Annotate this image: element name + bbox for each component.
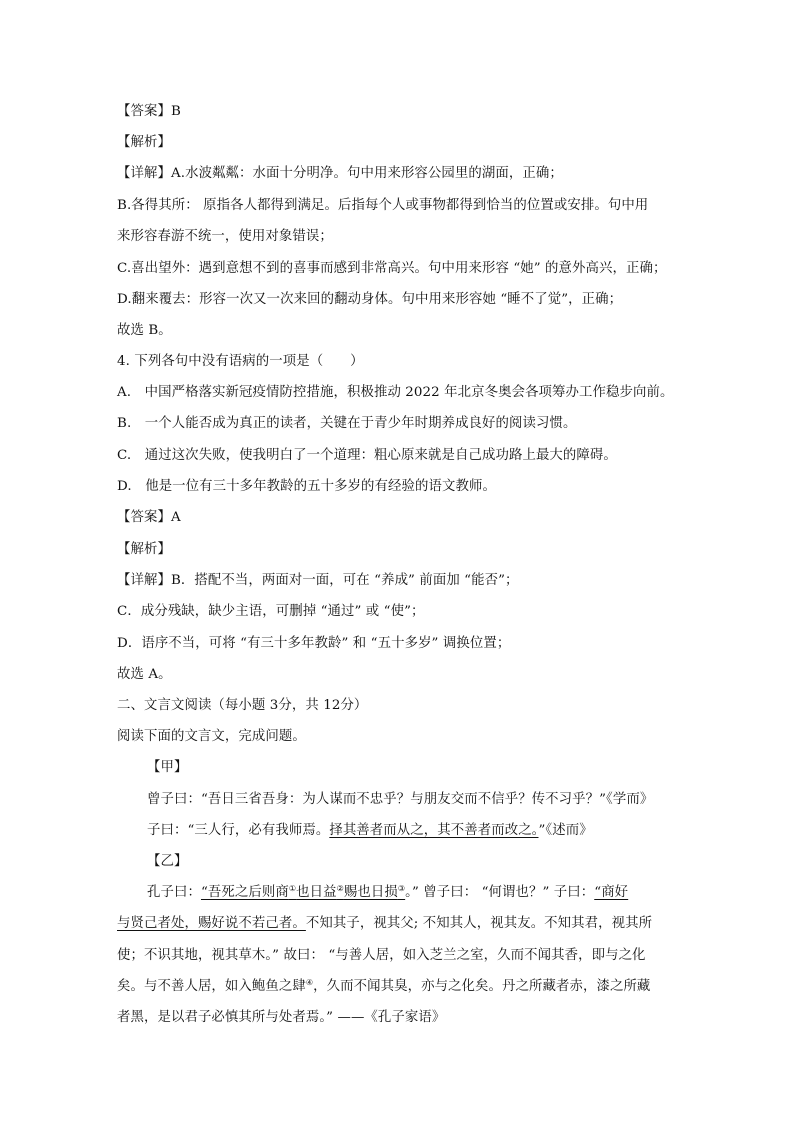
q4-option-c: C. 通过这次失败，使我明白了一个道理：粗心原来就是自己成功路上最大的障碍。 (117, 448, 617, 463)
q3-detail-d: D.翻来覆去：形容一次又一次来回的翻动身体。句中用来形容她 “睡不了觉”，正确； (117, 292, 623, 307)
q3-detail-b-line1: B.各得其所： 原指各人都得到满足。后指每个人或事物都得到恰当的位置或安排。句中用 (117, 198, 649, 213)
q4-detail-d: D．语序不当，可将 “有三十多年教龄” 和 “五十多岁” 调换位置； (117, 636, 511, 651)
q4-option-b: B. 一个人能否成为真正的读者，关键在于青少年时期养成良好的阅读习惯。 (117, 416, 577, 431)
underlined-sentence: 择其善者而从之，其不善者而改之。 (329, 823, 539, 838)
q3-detail-a: 【详解】A.水波粼粼：水面十分明净。句中用来形容公园里的湖面，正确； (117, 166, 563, 181)
q3-detail-b-line2: 来形容春游不统一，使用对象错误； (117, 229, 333, 244)
footnote-mark: ① (288, 884, 297, 893)
footnote-mark: ④ (305, 978, 314, 987)
q3-detail-c: C.喜出望外：遇到意想不到的喜事而感到非常高兴。句中用来形容 “她” 的意外高兴，正确； (117, 261, 667, 276)
q4-detail-c: C．成分残缺，缺少主语，可删掉 “通过” 或 “使”； (117, 604, 425, 619)
q3-conclusion: 故选 B。 (117, 323, 172, 338)
q4-analysis-label: 【解析】 (117, 542, 171, 557)
passage-jia-line1: 曾子曰：“吾日三省吾身：为人谋而不忠乎？与朋友交而不信乎？传不习乎？”《学而》 (147, 792, 654, 807)
q4-stem: 4. 下列各句中没有语病的一项是（ ） (117, 354, 364, 369)
q4-option-a: A. 中国严格落实新冠疫情防控措施，积极推动 2022 年北京冬奥会各项筹办工作稳步向前。 (117, 385, 674, 400)
underlined-sentence: 与贤己者处，赐好说不若己者。 (117, 916, 306, 931)
footnote-mark: ② (336, 884, 344, 893)
q4-answer-label: 【答案】A (117, 510, 181, 525)
footnote-mark: ③ (397, 884, 406, 893)
passage-yi-line5: 者黑，是以君子必慎其所与处者焉。” ——《孔子家语》 (117, 1010, 446, 1025)
q4-option-d: D. 他是一位有三十多年教龄的五十多岁的有经验的语文教师。 (117, 479, 496, 494)
underlined-sentence: “商好 (594, 885, 629, 900)
passage-jia-line2: 子曰：“三人行，必有我师焉。择其善者而从之，其不善者而改之。”《述而》 (147, 823, 593, 838)
section-instruction: 阅读下面的文言文，完成问题。 (117, 729, 306, 744)
passage-yi-label: 【乙】 (147, 854, 188, 869)
q3-answer-label: 【答案】B (117, 104, 181, 119)
passage-yi-line4: 矣。与不善人居，如入鲍鱼之肆④，久而不闻其臭，亦与之化矣。丹之所藏者赤，漆之所藏 (117, 978, 651, 994)
passage-jia-label: 【甲】 (147, 760, 188, 775)
passage-yi-line3: 使；不识其地，视其草木。” 故曰： “与善人居，如入芝兰之室，久而不闻其香，即与之化 (117, 948, 646, 963)
underlined-sentence: “吾死之后则商①也日益②赐也日损③ (200, 884, 406, 900)
q4-conclusion: 故选 A。 (117, 667, 172, 682)
section-heading: 二、文言文阅读（每小题 3分，共 12分） (117, 698, 368, 713)
passage-yi-line1: 孔子曰：“吾死之后则商①也日益②赐也日损③。” 曾子曰： “何谓也？” 子曰：“商好 (147, 884, 629, 900)
passage-yi-line2: 与贤己者处，赐好说不若己者。不知其子，视其父; 不知其人，视其友。不知其君，视其所 (117, 916, 653, 931)
q3-analysis-label: 【解析】 (117, 135, 171, 150)
q4-detail-b: 【详解】B．搭配不当，两面对一面，可在 “养成” 前面加 “能否”； (117, 573, 519, 588)
